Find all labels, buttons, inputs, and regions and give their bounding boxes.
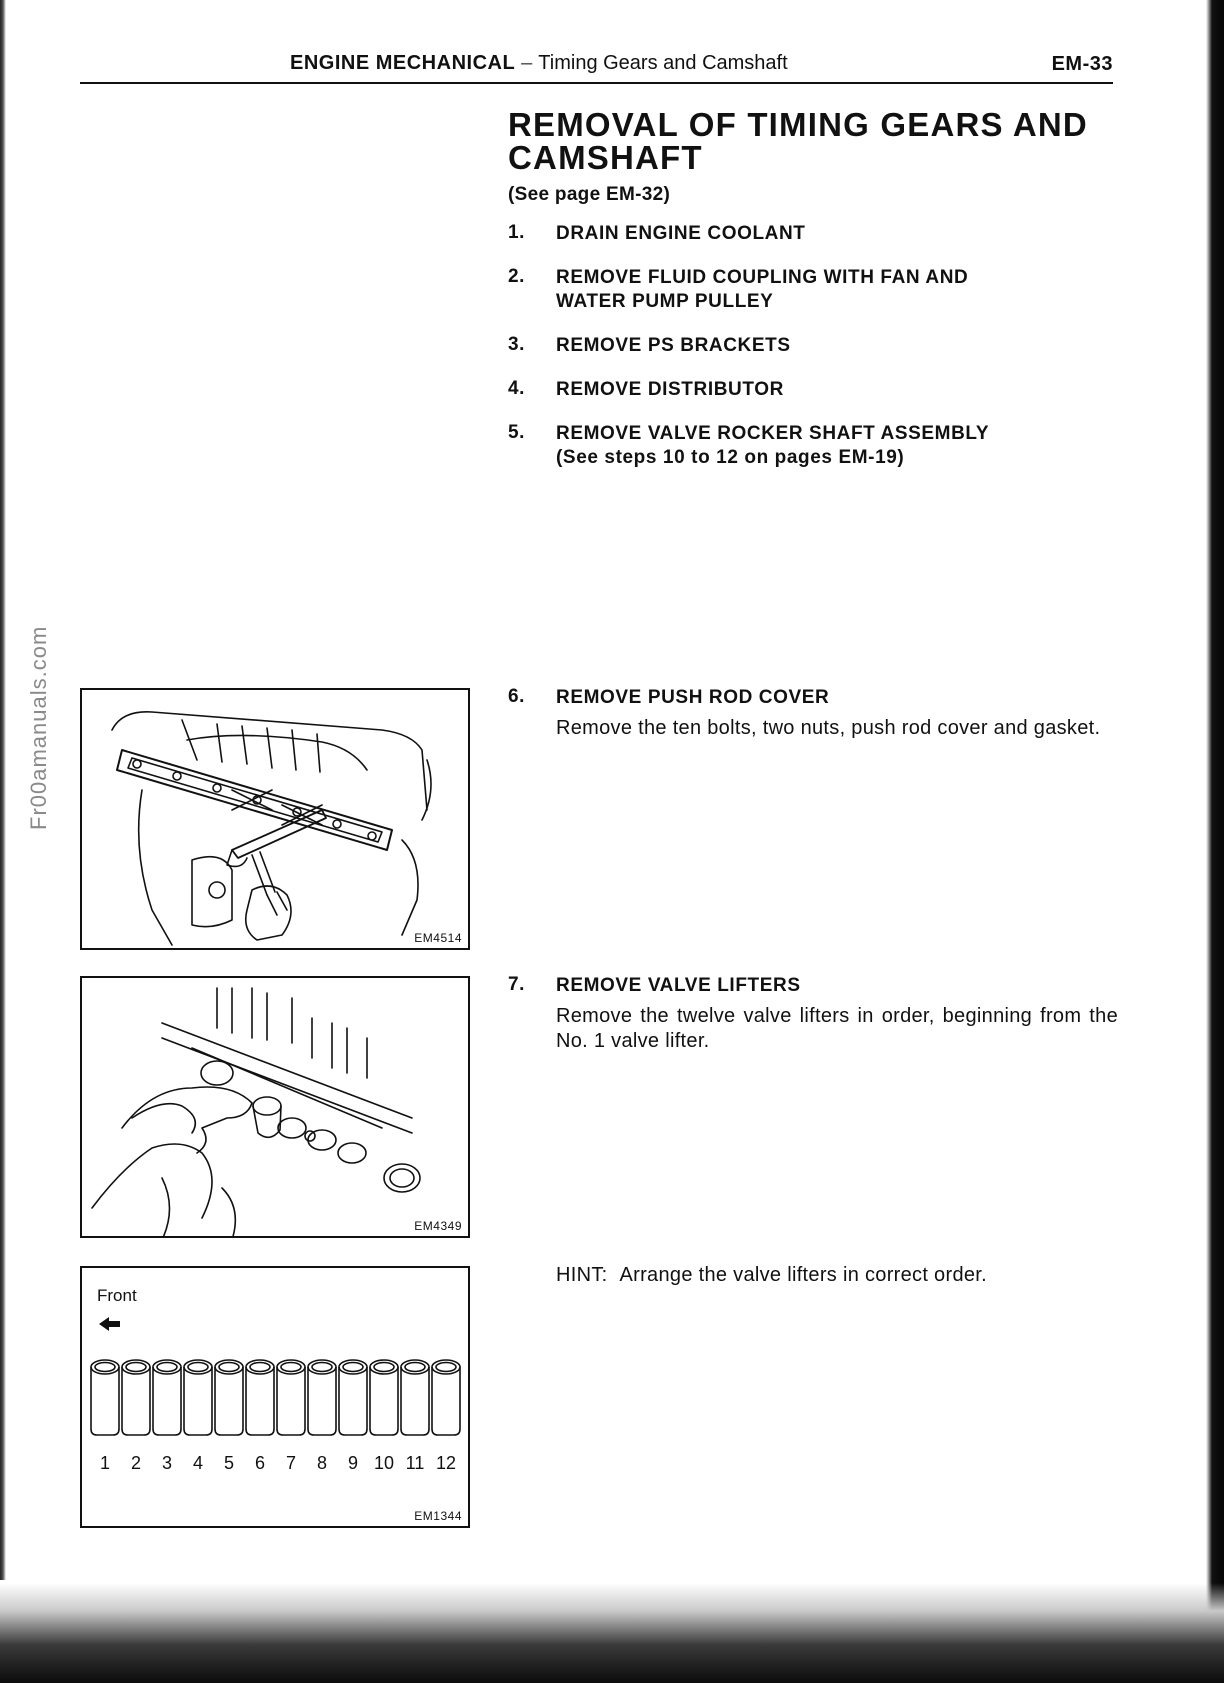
lifter-number: 9	[347, 1453, 358, 1473]
valve-lifter	[432, 1360, 460, 1435]
header-title: ENGINE MECHANICAL – Timing Gears and Camshaft	[290, 52, 788, 74]
page-header	[80, 50, 1113, 84]
step-6-description: Remove the ten bolts, two nuts, push rod cover and gasket.	[556, 717, 1101, 739]
figure-code: EM4514	[414, 931, 462, 945]
valve-lifter-order-diagram-icon	[82, 1268, 470, 1528]
figure-code: EM4349	[414, 1219, 462, 1233]
title-line-1: REMOVAL OF TIMING GEARS AND	[508, 106, 1088, 143]
push-rod-cover-removal-illustration-icon	[82, 690, 470, 950]
step-7: 7. REMOVE VALVE LIFTERS Remove the twelve valve lifters in order, beginning from the No. 1 valve lifter.	[508, 974, 1118, 1052]
hint-text: Arrange the valve lifters in correct order.	[619, 1264, 987, 1286]
lifter-number: 5	[223, 1453, 234, 1473]
figure-push-rod-cover	[80, 688, 470, 950]
page-title	[508, 108, 1128, 174]
scan-edge-bottom	[0, 1583, 1224, 1683]
valve-lifter	[401, 1360, 429, 1435]
valve-lifter	[215, 1360, 243, 1435]
lifter-numbers	[90, 1453, 456, 1477]
title-line-2: CAMSHAFT	[508, 139, 703, 176]
lifter-number: 11	[405, 1453, 425, 1473]
step-1: 1. DRAIN ENGINE COOLANT	[508, 222, 806, 244]
valve-lifter	[246, 1360, 274, 1435]
valve-lifter	[184, 1360, 212, 1435]
step-6: 6. REMOVE PUSH ROD COVER Remove the ten bolts, two nuts, push rod cover and gasket.	[508, 686, 1118, 741]
lifter-number: 7	[285, 1453, 296, 1473]
lifter-number: 10	[373, 1453, 395, 1473]
hint-label: HINT:	[556, 1264, 608, 1286]
step-7-description: Remove the twelve valve lifters in order, beginning from the No. 1 valve lifter.	[556, 1005, 1118, 1052]
lifter-number: 12	[435, 1453, 457, 1473]
valve-lifter	[339, 1360, 367, 1435]
valve-lifter	[308, 1360, 336, 1435]
valve-lifter	[122, 1360, 150, 1435]
front-label: Front	[97, 1286, 137, 1305]
valve-lifter	[153, 1360, 181, 1435]
lifter-number: 8	[316, 1453, 327, 1473]
front-arrow-icon	[99, 1317, 120, 1331]
lifter-number: 1	[99, 1453, 110, 1473]
step-2: 2. REMOVE FLUID COUPLING WITH FAN AND WATER PUMP PULLEY	[508, 266, 969, 312]
page-reference: (See page EM-32)	[508, 184, 671, 205]
lifter-number: 3	[161, 1453, 172, 1473]
scan-edge-right	[1206, 0, 1224, 1683]
figure-valve-lifter-removal	[80, 976, 470, 1238]
valve-lifter-removal-illustration-icon	[82, 978, 470, 1238]
valve-lifter	[370, 1360, 398, 1435]
valve-lifter	[277, 1360, 305, 1435]
lifter-number: 4	[192, 1453, 203, 1473]
lifter-number: 2	[130, 1453, 141, 1473]
figure-valve-lifter-order	[80, 1266, 470, 1528]
step-5: 5. REMOVE VALVE ROCKER SHAFT ASSEMBLY (See steps 10 to 12 on pages EM-19)	[508, 422, 990, 468]
lifter-number: 6	[254, 1453, 265, 1473]
header-section: ENGINE MECHANICAL	[290, 52, 516, 74]
step-3: 3. REMOVE PS BRACKETS	[508, 334, 791, 356]
page-number: EM-33	[1051, 53, 1113, 75]
hint	[556, 1264, 987, 1287]
scan-edge-left	[0, 0, 6, 1580]
step-4: 4. REMOVE DISTRIBUTOR	[508, 378, 784, 400]
valve-lifters	[91, 1360, 460, 1435]
valve-lifter	[91, 1360, 119, 1435]
figure-code: EM1344	[414, 1509, 462, 1523]
header-subsection: Timing Gears and Camshaft	[538, 52, 788, 74]
